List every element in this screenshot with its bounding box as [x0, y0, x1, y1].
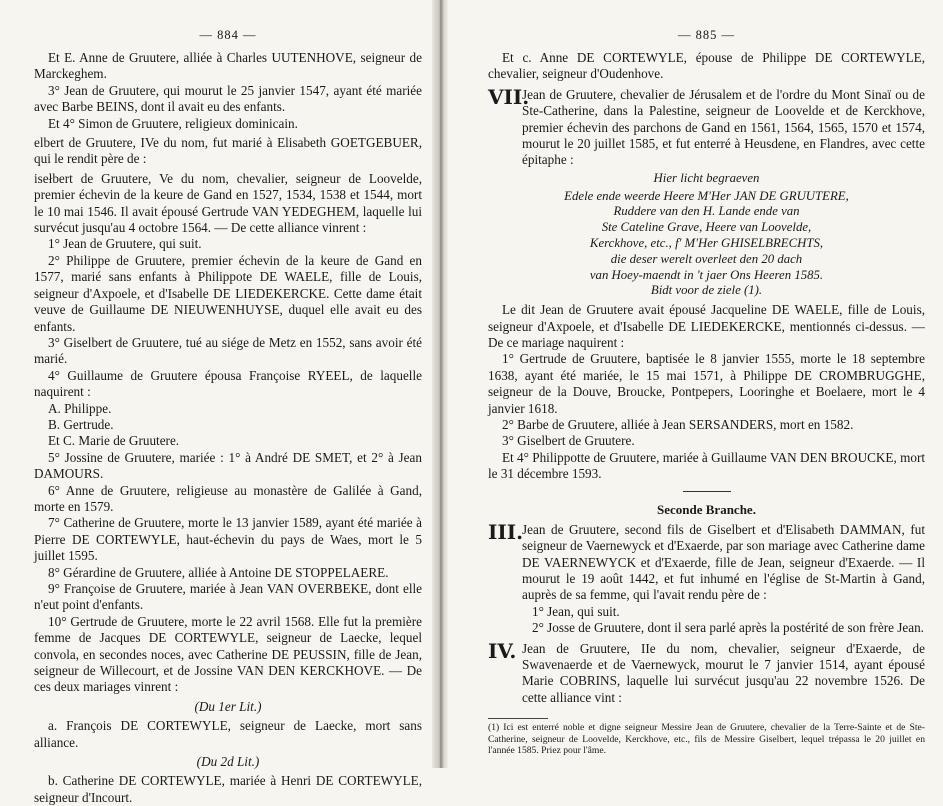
list-item: 1° Jean, qui suit.: [532, 603, 620, 619]
list-item: b. Catherine DE CORTEWYLE, mariée à Henri DE CORTEWYLE, seigneur d'Incourt.: [34, 773, 422, 805]
list-item: 3° Giselbert de Gruutere.: [502, 433, 635, 449]
list-item: 3° Giselbert de Gruutere, tué au siége de Metz en 1552, sans avoir été marié.: [34, 334, 422, 367]
list-item: A. Philippe.: [48, 400, 112, 416]
left-page: [0, 0, 438, 805]
paragraph: Et c. Anne DE CORTEWYLE, épouse de Philippe DE CORTEWYLE, chevalier, seigneur d'Oudenhove.: [488, 50, 925, 82]
epitaph-line: Bidt voor de ziele (1).: [650, 283, 763, 298]
list-item: 5° Jossine de Gruutere, mariée : 1° à André DE SMET, et 2° à Jean DAMOURS.: [34, 449, 422, 482]
list-item: 1° Jean de Gruutere, qui suit.: [48, 236, 202, 252]
generation-numeral: III.: [488, 519, 524, 544]
lit-heading-first: (Du 1er Lit.): [194, 698, 262, 714]
list-item: 7° Catherine de Gruutere, morte le 13 janvier 1589, ayant été mariée à Pierre DE CORTEWYLE, haut-échevin du pays de Waes, mort le 5 juillet 1595.: [34, 515, 422, 564]
list-item: 10° Gertrude de Gruutere, morte le 22 avril 1568. Elle fut la première femme de Jacques DE CORTEWYLE, seigneur de Laecke, lequel convola, en secondes noces, avec Catherine DE PEUSSIN, fille de Jean, seigneur de Willecourt, et de Jossine VAN DEN KERCKHOVE. — De ces deux mariages vinrent :: [34, 613, 422, 695]
list-item: 2° Barbe de Gruutere, alliée à Jean SERSANDERS, mort en 1582.: [502, 417, 854, 433]
list-item: 4° Guillaume de Gruutere épousa Françoise RYEEL, de laquelle naquirent :: [34, 367, 422, 400]
generation-vii: [488, 84, 925, 169]
paragraph: Le dit Jean de Gruutere avait épousé Jacqueline DE WAELE, fille de Louis, seigneur d'Axpoele, et d'Isabelle DE LIEDEKERCKE, mentionnés ci-dessus. — De ce mariage naquirent :: [488, 302, 925, 351]
section-title: Seconde Branche.: [657, 501, 756, 517]
epitaph-line: Edele ende weerde Heere M'Her JAN DE GRUUTERE,: [564, 188, 849, 203]
paragraph: elbert de Gruutere, IVe du nom, fut marié à Elisabeth GOETGEBUER, qui le rendit père de :: [34, 135, 422, 167]
paragraph: isełbert de Gruutere, Ve du nom, chevalier, seigneur de Loovelde, premier échevin de la keure de Gand en 1527, 1534, 1538 et 1544, mort le 10 mai 1546. Il avait épousé Gertrude VAN YEDEGHEM, laquelle lui survécut jusqu'au 4 octobre 1564. — De cette alliance vinrent :: [34, 170, 422, 236]
epitaph-line: Kerckhove, etc., f' M'Her GHISELBRECHTS,: [589, 236, 824, 251]
generation-numeral: VII.: [488, 84, 530, 109]
footnote: (1) Ici est enterré noble et digne seigneur Messire Jean de Gruutere, chevalier de la Terre-Sainte et de Ste-Catherine, seigneur de Loovelde, Kerckhove, etc., fils de Messire Giselbert, lequel trépassa le 20 juillet en l'année 1585. Priez pour l'âme.: [488, 722, 925, 757]
generation-text: Jean de Gruutere, second fils de Giselbert et d'Elisabeth DAMMAN, fut seigneur de Vaernewyck et d'Exaerde, par son mariage avec Catherine dame DE VAERNEWYCK et d'Exaerde, fille de Jean, seigneur d'Exaerde. — Il mourut le 19 août 1442, et fut inhumé en l'église de St-Martin à Gand, auprès de sa femme, qui l'avait rendu père de :: [522, 521, 925, 603]
epitaph-line: Ste Cateline Grave, Heere van Loovelde,: [601, 220, 812, 235]
epitaph-line: Ruddere van den H. Lande ende van: [613, 204, 800, 219]
list-item: 1° Gertrude de Gruutere, baptisée le 8 janvier 1555, morte le 18 septembre 1638, ayant été mariée, le 15 mai 1571, à Philippe DE CROMBRUGGHE, seigneur de la Douve, Broucke, Pontpepers, Looringhe et Boelaere, mort le 4 janvier 1618.: [488, 351, 925, 416]
paragraph: Et 4° Simon de Gruutere, religieux dominicain.: [48, 115, 298, 131]
generation-iv: [488, 638, 925, 707]
list-item: B. Gertrude.: [48, 416, 114, 432]
generation-text: Jean de Gruutere, IIe du nom, chevalier, seigneur d'Exaerde, de Swavenaerde et de Vaernewyck, mourut le 7 janvier 1514, ayant épousé Marie COBRINS, laquelle lui survécut jusqu'au 22 novembre 1526. De cette alliance vint :: [522, 640, 925, 705]
right-page: [446, 0, 943, 768]
footnote-divider: [488, 718, 548, 719]
lit-heading-second: (Du 2d Lit.): [196, 754, 260, 770]
list-item: 9° Françoise de Gruutere, mariée à Jean VAN OVERBEKE, dont elle n'eut point d'enfants.: [34, 581, 422, 613]
page-number-left: — 884 —: [199, 28, 257, 42]
epitaph-line: die deser werelt overleet den 20 dach: [610, 251, 803, 266]
list-item: 2° Philippe de Gruutere, premier échevin de la keure de Gand en 1577, marié sans enfants à Philippote DE WAELE, fille de Louis, seigneur d'Axpoele, et d'Isabelle DE LIEDEKERCKE. Cette dame était veuve de Guillaume DE NIEUWENHUYSE, duquel elle avait eu des enfants.: [34, 252, 422, 334]
list-item: Et 4° Philippotte de Gruutere, mariée à Guillaume VAN DEN BROUCKE, mort le 31 décembre 1593.: [488, 449, 925, 482]
page-number-right: — 885 —: [678, 28, 735, 42]
list-item: 6° Anne de Gruutere, religieuse au monastère de Galilée à Gand, morte en 1579.: [34, 482, 422, 514]
generation-iii: [488, 519, 925, 604]
section-divider: [683, 491, 731, 492]
generation-text: Jean de Gruutere, chevalier de Jérusalem et de l'ordre du Mont Sinaï ou de Ste-Catherine, dans la Palestine, seigneur de Loovelde et de Kerckhove, premier échevin des parchons de Gand en 1561, 1564, 1565, 1570 et 1574, mourut le 20 juillet 1585, et fut enterré à Heusdene, en Flandres, avec cette épitaphe :: [522, 86, 925, 168]
paragraph: 3° Jean de Gruutere, qui mourut le 25 janvier 1547, ayant été mariée avec Barbe BEINS, dont il avait eu des enfants.: [34, 82, 422, 115]
list-item: 2° Josse de Gruutere, dont il sera parlé après la postérité de son frère Jean.: [532, 620, 924, 636]
list-item: 8° Gérardine de Gruutere, alliée à Antoine DE STOPPELAERE.: [48, 564, 389, 580]
paragraph: Et E. Anne de Gruutere, alliée à Charles UUTENHOVE, seigneur de Marckeghem.: [34, 50, 422, 82]
list-item: a. François DE CORTEWYLE, seigneur de Laecke, mort sans alliance.: [34, 718, 422, 750]
list-item: Et C. Marie de Gruutere.: [48, 433, 180, 449]
generation-numeral: IV.: [488, 638, 517, 663]
epitaph: [488, 171, 925, 299]
epitaph-line: van Hoey-maendt in 't jaer Ons Heeren 1585.: [589, 267, 824, 282]
epitaph-line: Hier licht begraeven: [653, 170, 760, 185]
